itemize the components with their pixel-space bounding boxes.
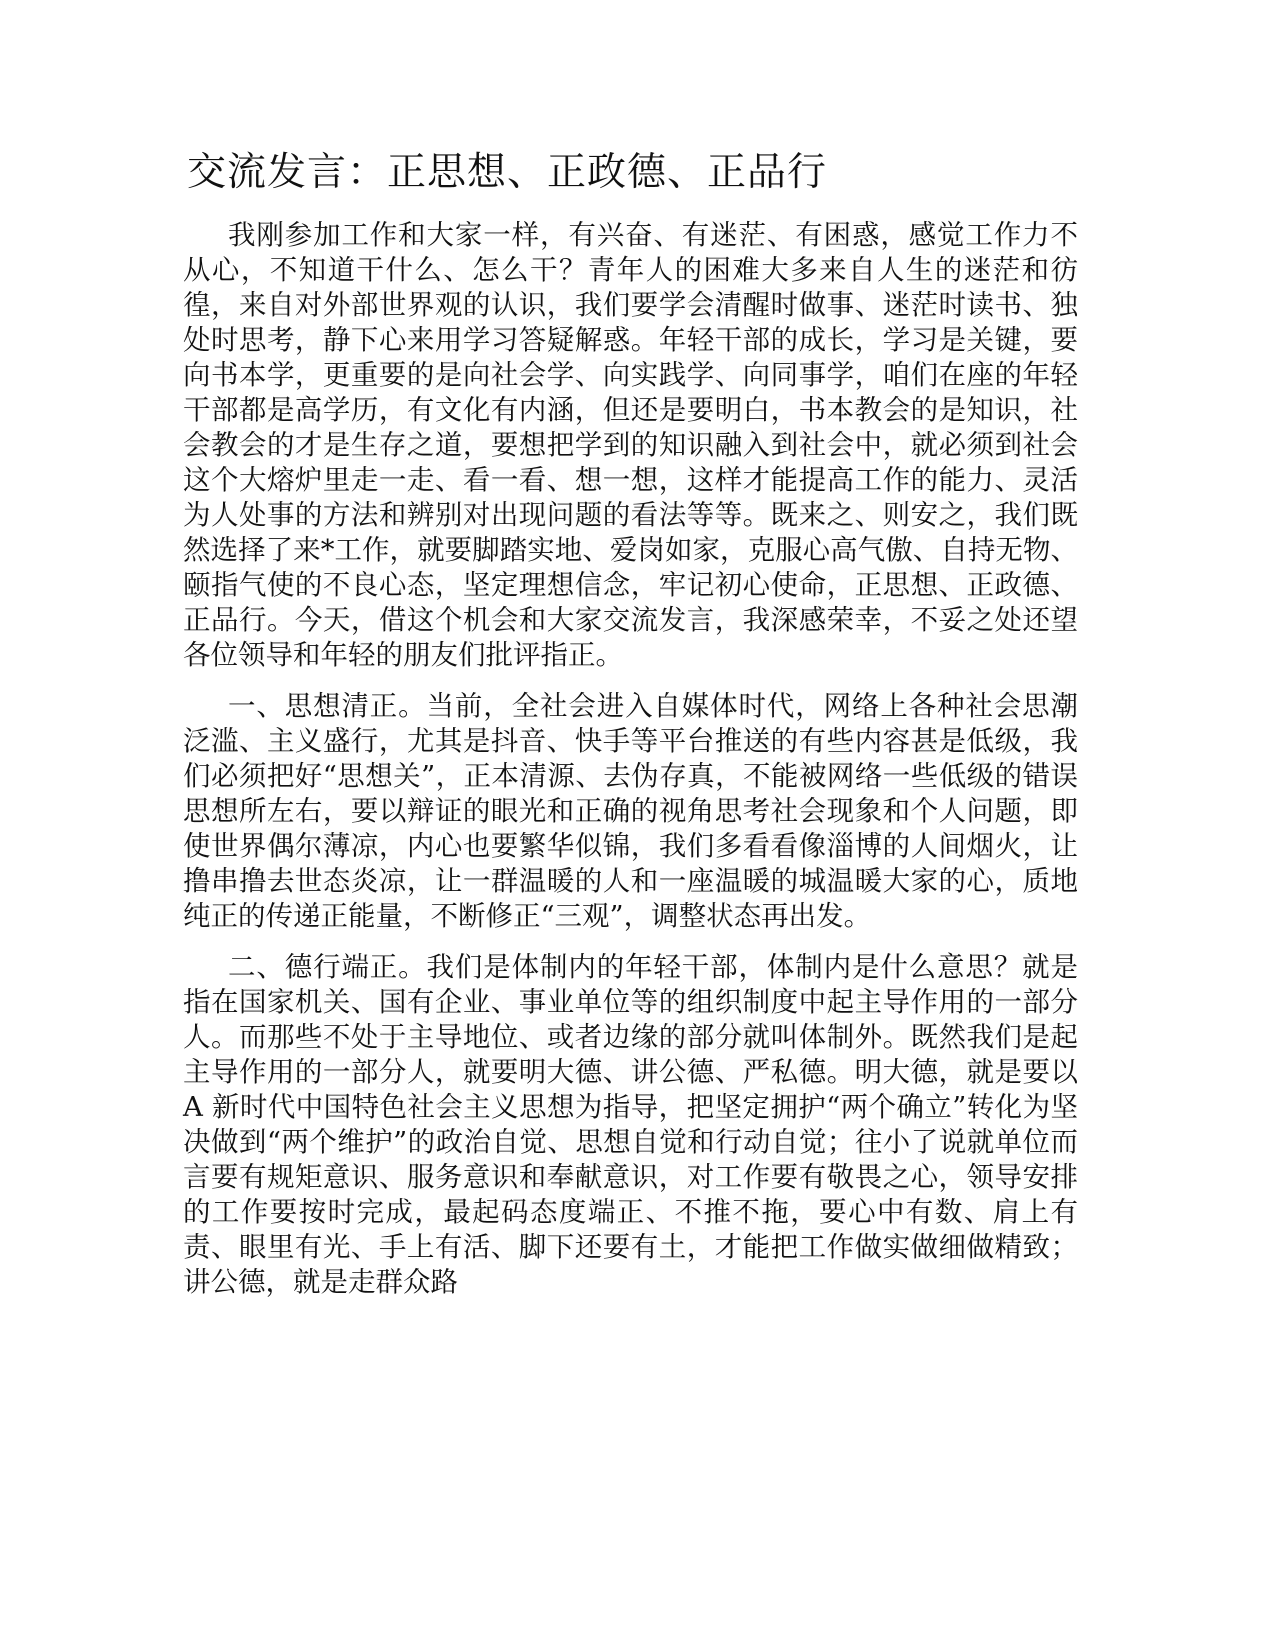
paragraph-intro: 我刚参加工作和大家一样，有兴奋、有迷茫、有困惑，感觉工作力不从心，不知道干什么、怎么干？青年人的困难大多来自人生的迷茫和彷徨，来自对外部世界观的认识，我们要学会清醒时做事、迷茫时读书、独处时思考，静下心来用学习答疑解惑。年轻干部的成长，学习是关键，要向书本学，更重要的是向社会学、向实践学、向同事学，咱们在座的年轻干部都是高学历，有文化有内涵，但还是要明白，书本教会的是知识，社会教会的才是生存之道，要想把学到的知识融入到社会中，就必须到社会这个大熔炉里走一走、看一看、想一想，这样才能提高工作的能力、灵活为人处事的方法和辨别对出现问题的看法等等。既来之、则安之，我们既然选择了来*工作，就要脚踏实地、爱岗如家，克服心高气傲、自持无物、颐指气使的不良心态，坚定理想信念，牢记初心使命，正思想、正政德、正品行。今天，借这个机会和大家交流发言，我深感荣幸，不妥之处还望各位领导和年轻的朋友们批评指正。 [183, 219, 1078, 671]
document-title: 交流发言：正思想、正政德、正品行 [187, 150, 828, 195]
paragraph-section-two: 二、德行端正。我们是体制内的年轻干部，体制内是什么意思？就是指在国家机关、国有企业、事业单位等的组织制度中起主导作用的一部分人。而那些不处于主导地位、或者边缘的部分就叫体制外。既然我们是起主导作用的一部分人，就要明大德、讲公德、严私德。明大德，就是要以 A 新时代中国特色社会主义思想为指导，把坚定拥护“两个确立”转化为坚决做到“两个维护”的政治自觉、思想自觉和行动自觉；往小了说就单位而言要有规矩意识、服务意识和奉献意识，对工作要有敬畏之心，领导安排的工作要按时完成，最起码态度端正、不推不拖，要心中有数、肩上有责、眼里有光、手上有活、脚下还要有土，才能把工作做实做细做精致；讲公德，就是走群众路 [183, 951, 1078, 1298]
paragraph-section-one: 一、思想清正。当前，全社会进入自媒体时代，网络上各种社会思潮泛滥、主义盛行，尤其是抖音、快手等平台推送的有些内容甚是低级，我们必须把好“思想关”，正本清源、去伪存真，不能被网络一些低级的错误思想所左右，要以辩证的眼光和正确的视角思考社会现象和个人问题，即使世界偶尔薄凉，内心也要繁华似锦，我们多看看像淄博的人间烟火，让撸串撸去世态炎凉，让一群温暖的人和一座温暖的城温暖大家的心，质地纯正的传递正能量，不断修正“三观”，调整状态再出发。 [183, 690, 1078, 932]
document-body [183, 218, 1078, 1300]
